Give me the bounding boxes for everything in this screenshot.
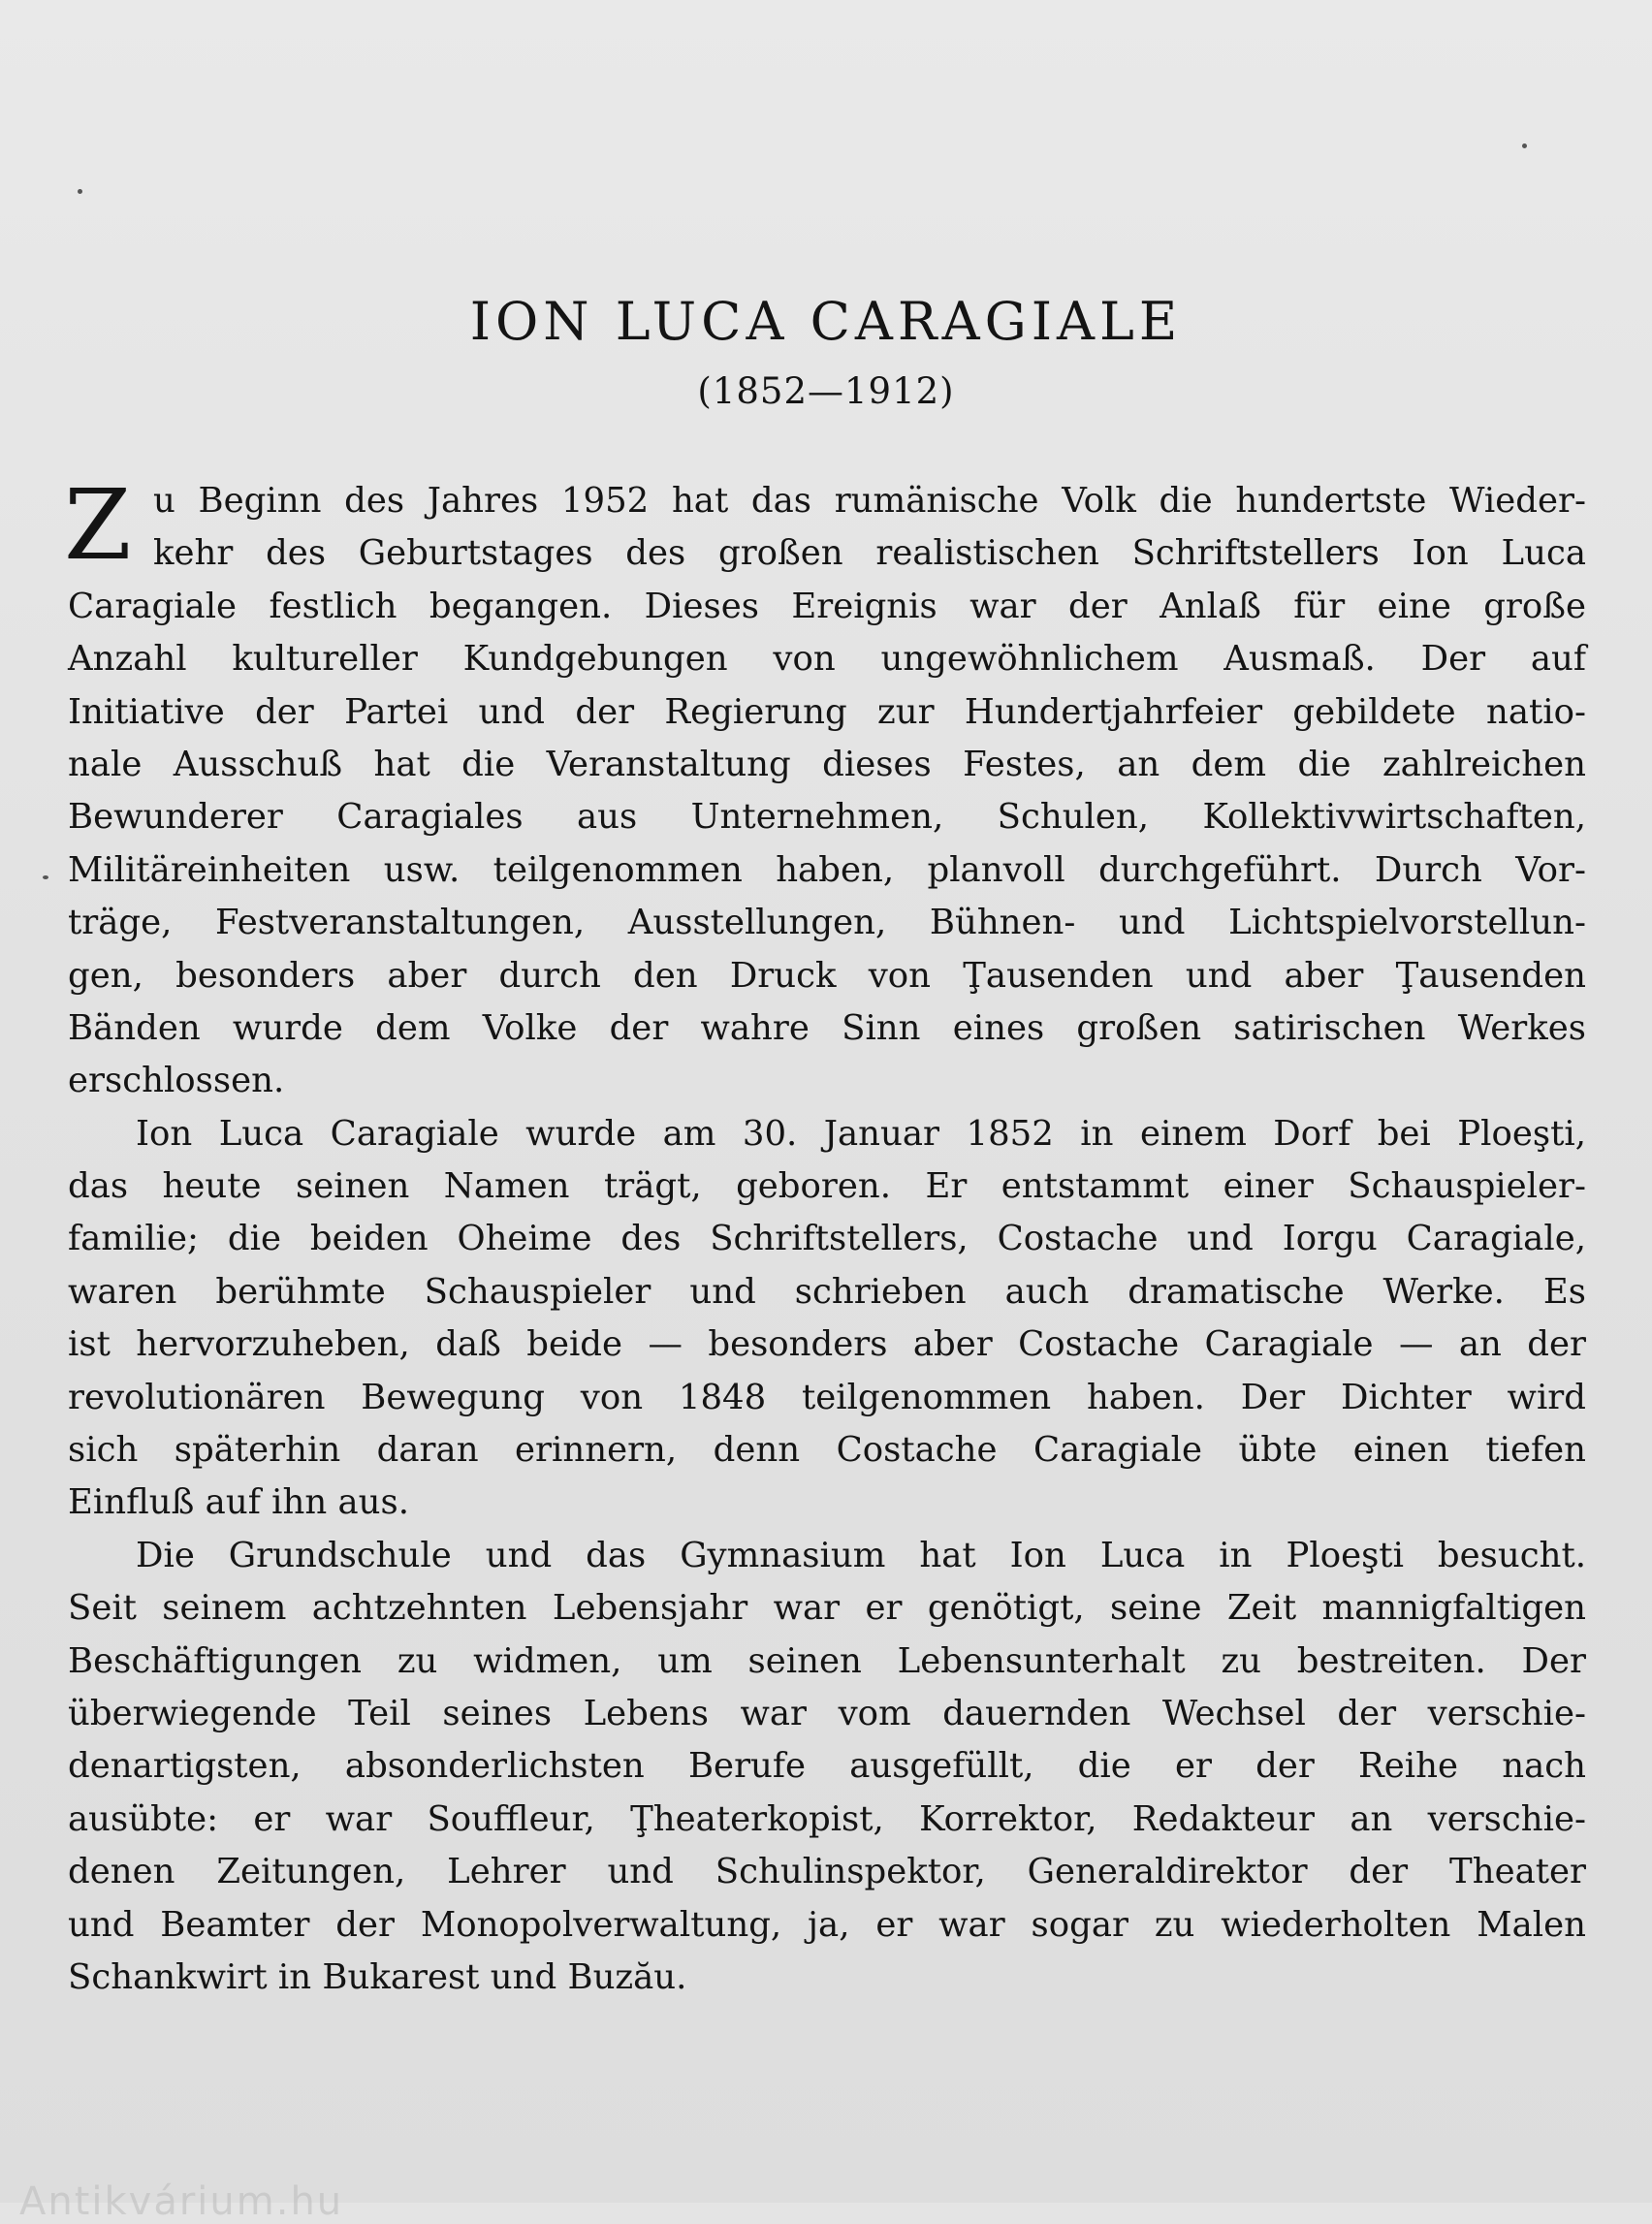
text-line: waren berühmte Schauspieler und schrieben auch dramatische Werke. Es: [68, 1271, 1586, 1312]
chapter-title: ION LUCA CARAGIALE: [469, 291, 1183, 352]
text-line: revolutionären Bewegung von 1848 teilgenommen haben. Der Dichter wird: [68, 1377, 1586, 1417]
text-line: Initiative der Partei und der Regierung zur Hundertjahrfeier gebildete natio-: [68, 691, 1586, 732]
text-line: Einfluß auf ihn aus.: [68, 1482, 410, 1523]
life-dates: (1852—1912): [697, 370, 955, 412]
site-watermark: Antikvárium.hu: [19, 2179, 344, 2224]
text-line: denartigsten, absonderlichsten Berufe ausgefüllt, die er der Reihe nach: [68, 1746, 1586, 1787]
paragraph-1: [64, 468, 1586, 1108]
text-line: erschlossen.: [68, 1061, 285, 1101]
drop-cap: Z: [64, 468, 132, 582]
text-line: kehr des Geburtstages des großen realistischen Schriftstellers Ion Luca: [153, 533, 1586, 574]
text-line: sich späterhin daran erinnern, denn Costache Caragiale übte einen tiefen: [68, 1430, 1586, 1471]
text-line: nale Ausschuß hat die Veranstaltung dieses Festes, an dem die zahlreichen: [68, 744, 1586, 784]
paper-speck: [43, 875, 48, 879]
bleed-through-text: [1613, 58, 1623, 103]
paper-speck: [1522, 143, 1527, 148]
text-line: Caragiale festlich begangen. Dieses Ereignis war der Anlaß für eine große: [68, 586, 1586, 626]
text-line: Ion Luca Caragiale wurde am 30. Januar 1852 in einem Dorf bei Ploeşti,: [136, 1113, 1586, 1154]
text-line: Seit seinem achtzehnten Lebensjahr war er genötigt, seine Zeit mannigfaltigen: [68, 1588, 1586, 1629]
text-line: u Beginn des Jahres 1952 hat das rumänische Volk die hundertste Wieder-: [153, 481, 1586, 521]
text-line: träge, Festveranstaltungen, Ausstellungen, Bühnen- und Lichtspielvorstellun-: [68, 903, 1586, 943]
paragraph-2: [68, 1108, 1586, 1530]
bleed-through-text: [1613, 1086, 1623, 1130]
paper-speck: [78, 189, 82, 194]
text-line: Bänden wurde dem Volke der wahre Sinn eines großen satirischen Werkes: [68, 1007, 1586, 1048]
text-line: überwiegende Teil seines Lebens war vom dauernden Wechsel der verschie-: [68, 1693, 1586, 1733]
text-line: Militäreinheiten usw. teilgenommen haben, planvoll durchgeführt. Durch Vor-: [68, 849, 1586, 890]
body-text: [64, 468, 1586, 2004]
text-line: ist hervorzuheben, daß beide — besonders aber Costache Caragiale — an der: [68, 1324, 1586, 1365]
paragraph-3: [68, 1530, 1586, 2005]
text-line: Anzahl kultureller Kundgebungen von ungewöhnlichem Ausmaß. Der auf: [68, 639, 1586, 680]
text-line: ausübte: er war Souffleur, Ţheaterkopist, Korrektor, Redakteur an verschie-: [68, 1798, 1586, 1839]
text-line: familie; die beiden Oheime des Schriftstellers, Costache und Iorgu Caragiale,: [68, 1219, 1586, 1259]
text-line: Die Grundschule und das Gymnasium hat Ion Luca in Ploeşti besucht.: [136, 1535, 1586, 1575]
text-line: gen, besonders aber durch den Druck von Ţausenden und aber Ţausenden: [68, 955, 1586, 996]
text-line: und Beamter der Monopolverwaltung, ja, er war sogar zu wiederholten Malen: [68, 1904, 1586, 1945]
text-line: das heute seinen Namen trägt, geboren. Er entstammt einer Schauspieler-: [68, 1166, 1586, 1207]
text-line: Beschäftigungen zu widmen, um seinen Lebensunterhalt zu bestreiten. Der: [68, 1640, 1586, 1681]
text-line: denen Zeitungen, Lehrer und Schulinspektor, Generaldirektor der Theater: [68, 1852, 1586, 1892]
text-line: Bewunderer Caragiales aus Unternehmen, Schulen, Kollektivwirtschaften,: [68, 797, 1586, 838]
text-line: Schankwirt in Bukarest und Buzău.: [68, 1956, 687, 1997]
